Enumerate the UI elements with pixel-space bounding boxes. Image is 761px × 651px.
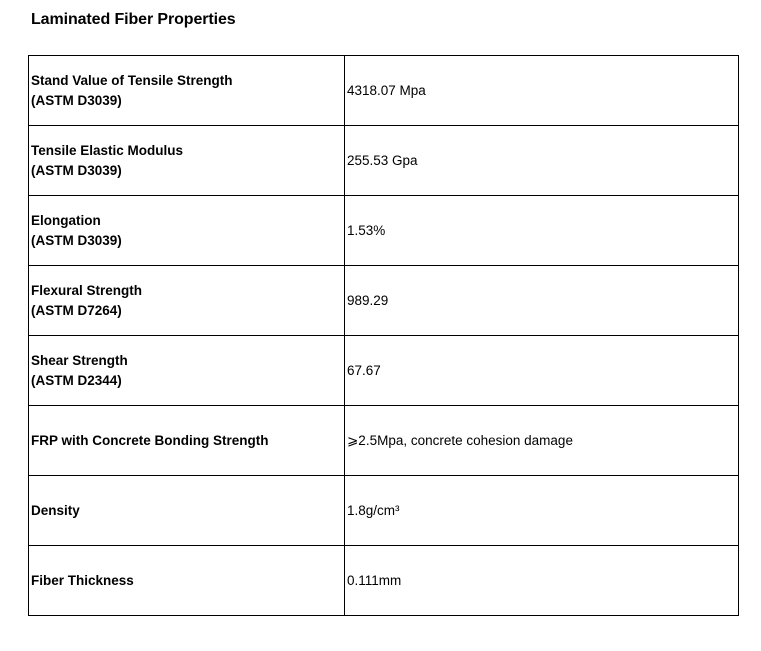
property-standard: (ASTM D7264) [31,302,122,318]
property-label-cell [29,266,345,336]
property-value: 67.67 [345,336,739,406]
property-label-cell [29,546,345,616]
properties-table [28,55,739,616]
table-row [29,546,739,616]
property-label-cell [29,336,345,406]
property-label-cell [29,406,345,476]
property-name: Density [31,502,80,518]
property-standard: (ASTM D3039) [31,232,122,248]
table-row [29,476,739,546]
table-row [29,336,739,406]
table-row [29,266,739,336]
property-value: 4318.07 Mpa [345,56,739,126]
property-name: Tensile Elastic Modulus [31,142,184,158]
property-name: FRP with Concrete Bonding Strength [31,432,269,448]
property-standard: (ASTM D2344) [31,372,122,388]
property-label-cell [29,126,345,196]
table-row [29,56,739,126]
table-row [29,406,739,476]
table-row [29,196,739,266]
property-label-cell [29,196,345,266]
property-value: 1.8g/cm³ [345,476,739,546]
property-standard: (ASTM D3039) [31,162,122,178]
property-name: Fiber Thickness [31,572,134,588]
property-name: Stand Value of Tensile Strength [31,72,233,88]
property-value: 989.29 [345,266,739,336]
property-name: Elongation [31,212,101,228]
property-value: 1.53% [345,196,739,266]
page-title: Laminated Fiber Properties [31,11,236,28]
table-row [29,126,739,196]
property-value: 255.53 Gpa [345,126,739,196]
property-standard: (ASTM D3039) [31,92,122,108]
property-name: Flexural Strength [31,282,143,298]
property-label-cell [29,476,345,546]
property-name: Shear Strength [31,352,128,368]
property-value: ⩾2.5Mpa, concrete cohesion damage [345,406,739,476]
property-label-cell [29,56,345,126]
property-value: 0.111mm [345,546,739,616]
